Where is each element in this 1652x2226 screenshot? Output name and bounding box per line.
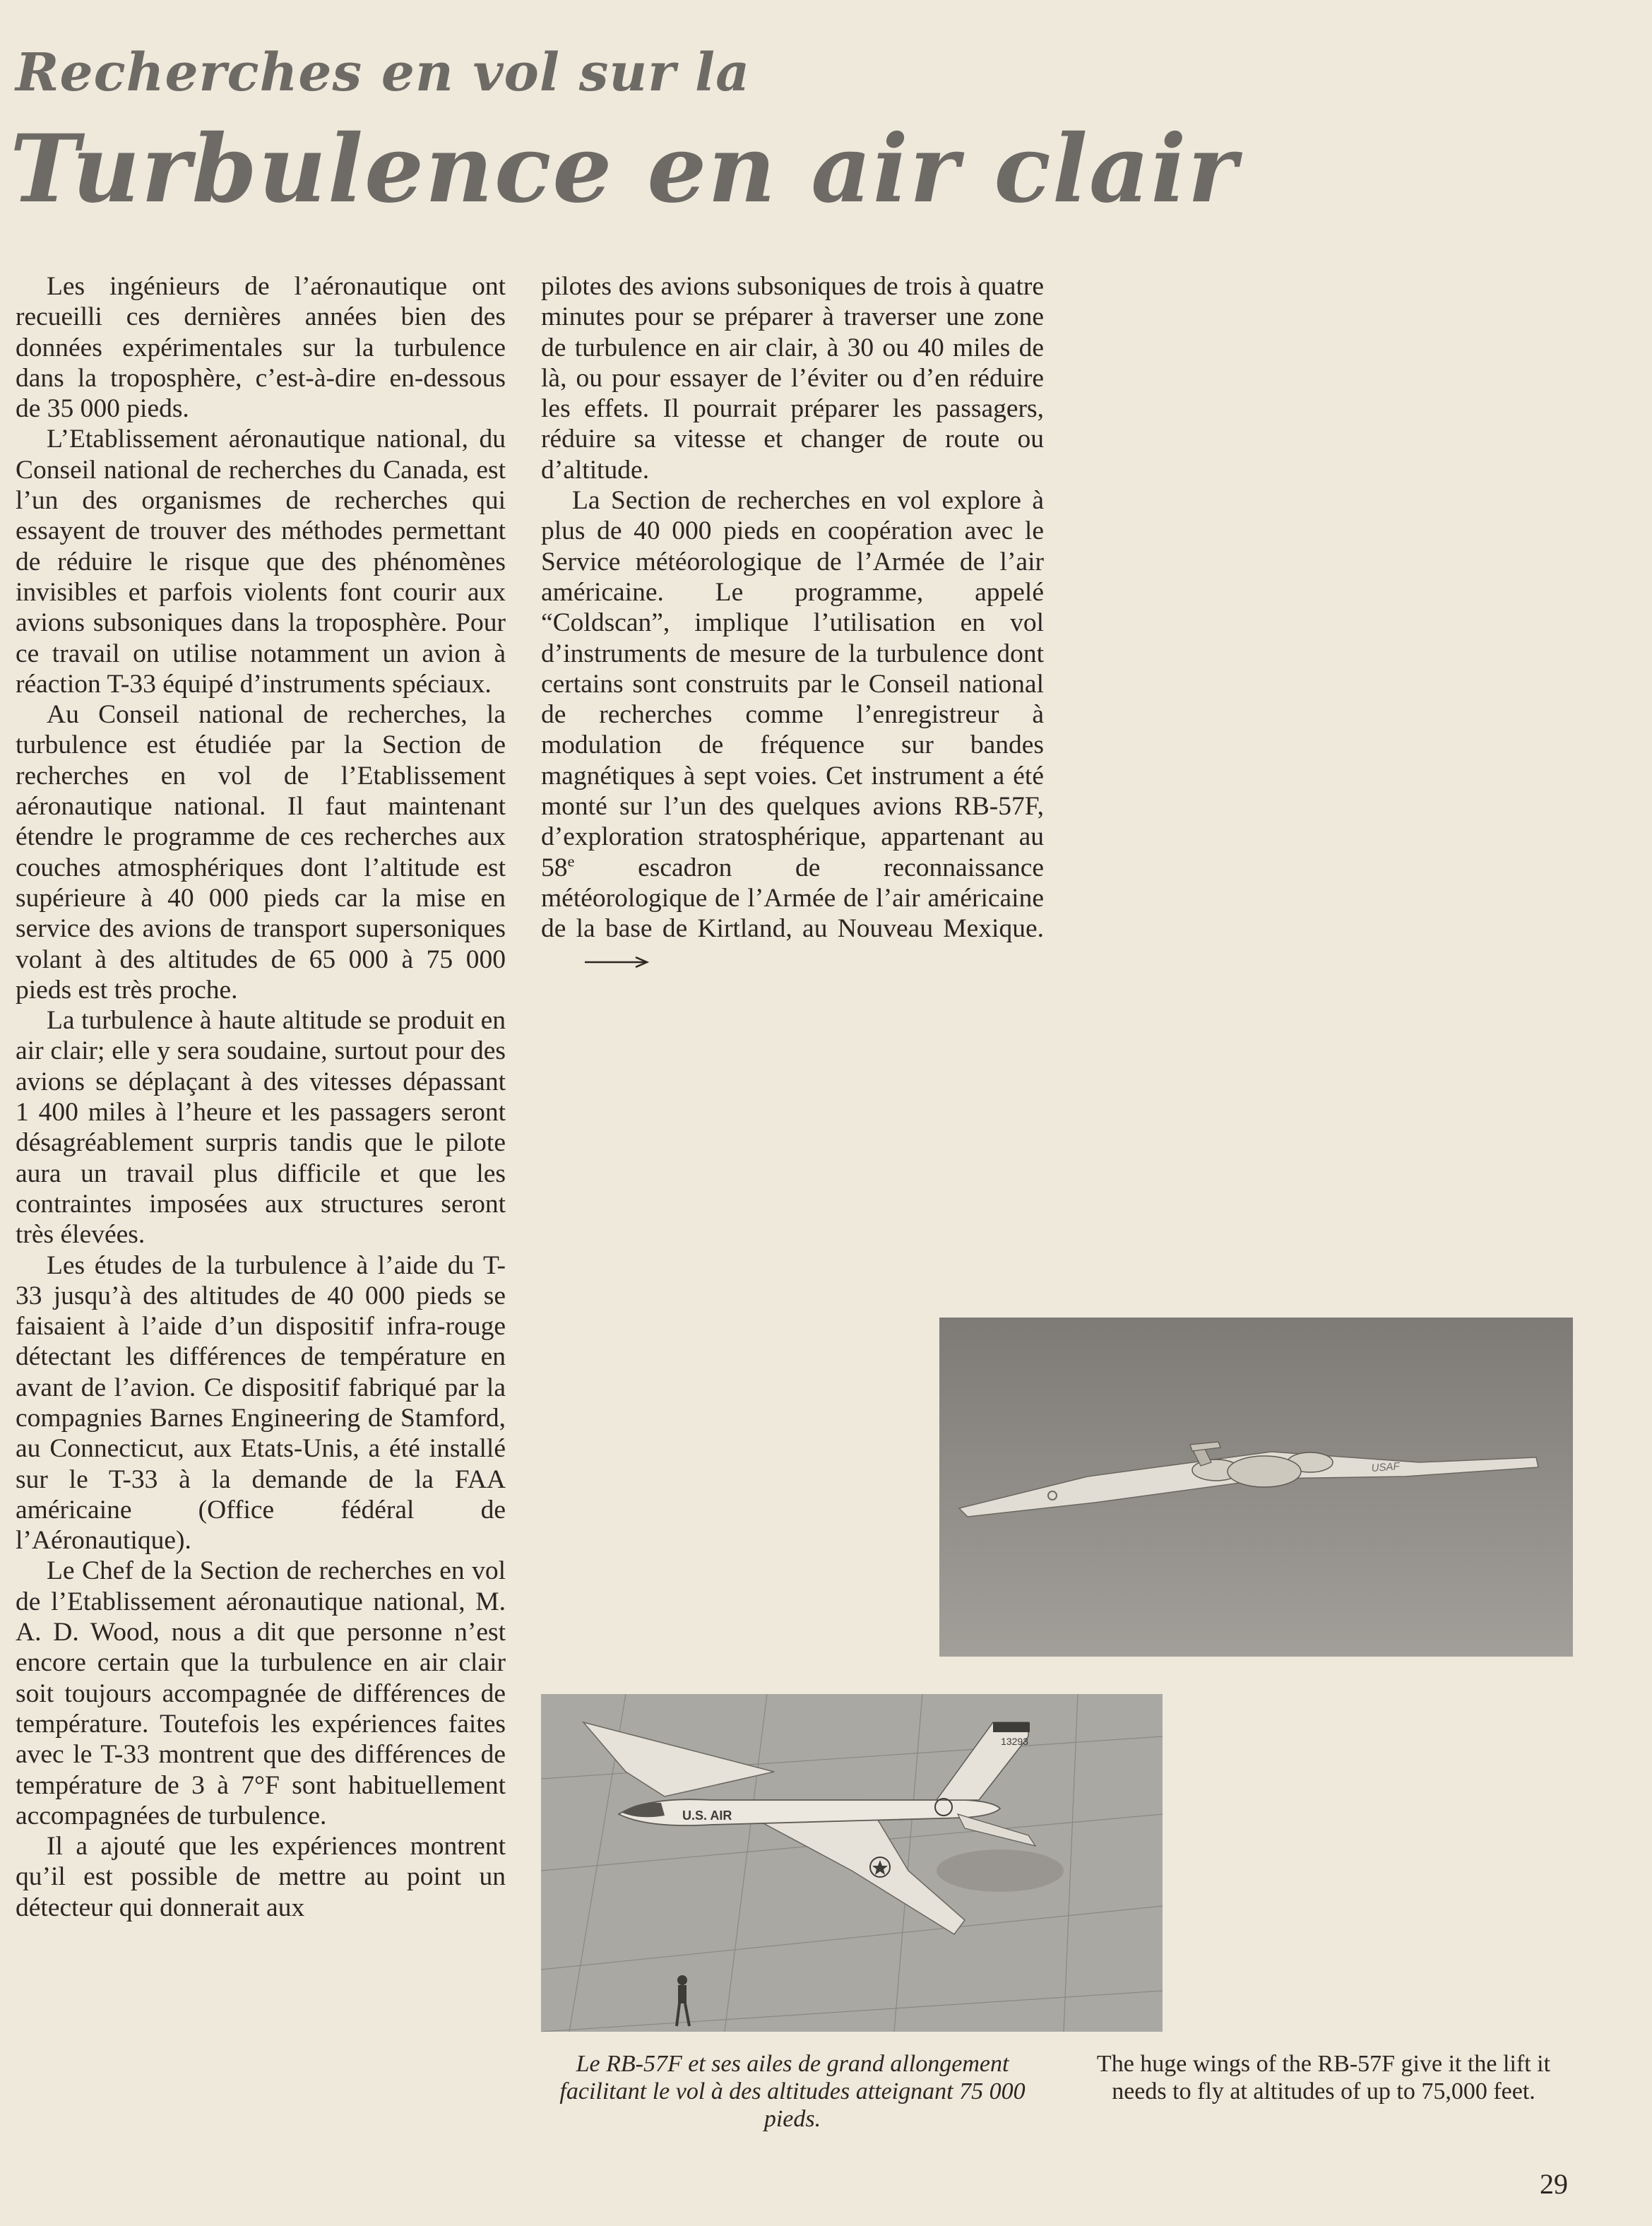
- paragraph: Il a ajouté que les expériences montrent qu’il est possible de mettre au point un détecteur qui donnerait aux: [16, 1832, 506, 1922]
- paragraph: Le Chef de la Section de recherches en vol de l’Etablissement aéronautique national, M. A. D. Wood, nous a dit que personne n’est encore certain que la turbulence en air clair soit toujours accompagnée de différences de température. Toutefois les expériences faites avec le T-33 montrent que des différences de température de 3 à 7°F sont habituellement accompagnées de turbulence.: [16, 1556, 506, 1830]
- continue-arrow-icon: [554, 946, 650, 976]
- ordinal-superscript: e: [567, 852, 575, 870]
- paragraph: Au Conseil national de recherches, la turbulence est étudiée par la Section de recherches en vol de l’Etablissement aéronautique national. Il faut maintenant étendre le programme de ces recherches aux couches atmosphériques dont l’altitude est supérieure à 40 000 pieds car la mise en service des avions de transport supersoniques volant à des altitudes de 65 000 à 75 000 pieds est très proche.: [16, 700, 506, 1005]
- page-number: 29: [1540, 2168, 1568, 2200]
- tail-number: 13293: [1001, 1736, 1028, 1747]
- paragraph: La turbulence à haute altitude se produit en air clair; elle y sera soudaine, surtout pour des avions se déplaçant à des vitesses dépassant 1 400 miles à l’heure et les passagers seront désagréablement surpris tandis que le pilote aura un travail plus difficile et que les contraintes imposées aux structures seront très élevées.: [16, 1006, 506, 1250]
- photo-rb57f-in-flight: [939, 1318, 1573, 1657]
- fuselage-marking: U.S. AIR: [682, 1808, 732, 1823]
- paragraph: Les études de la turbulence à l’aide du T-33 jusqu’à des altitudes de 40 000 pieds se faisaient à l’aide d’un dispositif infra-rouge détectant les différences de température en avant de l’avion. Ce dispositif fabriqué par la compagnies Barnes Engineering de Stamford, au Connecticut, aux Etats-Unis, a été installé sur le T-33 à la demande de la FAA américaine (Office fédéral de l’Aéronautique).: [16, 1250, 506, 1556]
- paragraph: L’Etablissement aéronautique national, du Conseil national de recherches du Canada, est l’un des organismes de recherches qui essayent de trouver des méthodes permettant de réduire le risque que des phénomènes invisibles et parfois violents font courir aux avions subsoniques dans la troposphère. Pour ce travail on utilise notamment un avion à réaction T-33 équipé d’instruments spéciaux.: [16, 425, 506, 699]
- paragraph: [541, 485, 1044, 976]
- article-title: Turbulence en air clair: [10, 114, 1239, 224]
- text-column-right: [541, 271, 1044, 977]
- paragraph: Les ingénieurs de l’aéronautique ont recueilli ces dernières années bien des données expérimentales sur la turbulence dans la troposphère, c’est-à-dire en-dessous de 35 000 pieds.: [16, 272, 506, 424]
- photo-rb57f-on-ground: [541, 1694, 1163, 2032]
- caption-english: The huge wings of the RB-57F give it the lift it needs to fly at altitudes of up to 75,000 feet.: [1096, 2051, 1551, 2104]
- caption-french: Le RB-57F et ses ailes de grand allongement facilitant le vol à des altitudes atteignant 75 000 pieds.: [559, 2051, 1026, 2132]
- article-kicker: Recherches en vol sur la: [16, 42, 751, 103]
- paragraph-text: escadron de reconnaissance météorologique de l’Armée de l’air américaine de la base de Kirtland, au Nouveau Mexique.: [541, 853, 1044, 944]
- paragraph-text: La Section de recherches en vol explore à plus de 40 000 pieds en coopération avec le Service météorologique de l’Armée de l’air américaine. Le programme, appelé “Coldscan”, implique l’utilisation en vol d’instruments de mesure de la turbulence dont certains sont construits par le Conseil national de recherches comme l’enregistreur à modulation de fréquence sur bandes magnétiques à sept voies. Cet instrument a été monté sur l’un des quelques avions RB-57F, d’exploration stratosphérique, appartenant au 58: [541, 486, 1044, 882]
- paragraph: pilotes des avions subsoniques de trois à quatre minutes pour se préparer à traverser une zone de turbulence en air clair, à 30 ou 40 miles de là, ou pour essayer de l’éviter ou d’en réduire les effets. Il pourrait préparer les passagers, réduire sa vitesse et changer de route ou d’altitude.: [541, 272, 1044, 485]
- text-column-left: [16, 271, 506, 1923]
- wing-marking: USAF: [1371, 1460, 1401, 1474]
